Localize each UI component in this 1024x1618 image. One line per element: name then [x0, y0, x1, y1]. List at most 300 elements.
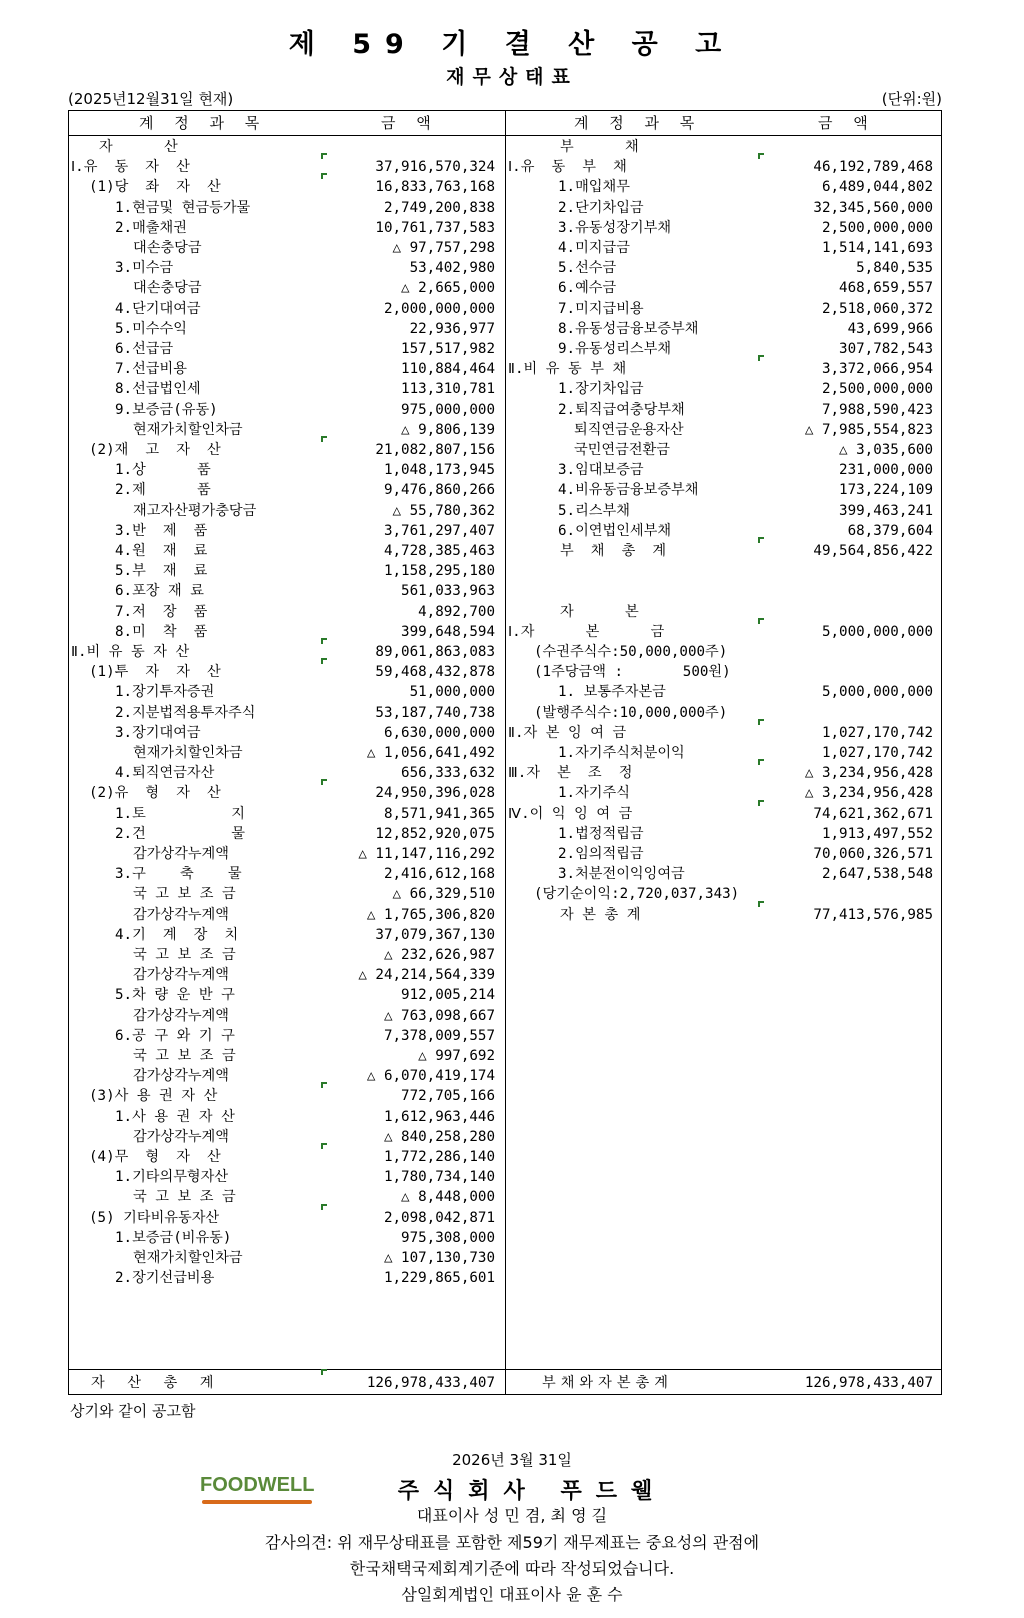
- check-mark-icon: [321, 779, 327, 785]
- amount-value: △ 24,214,564,339: [358, 967, 495, 984]
- amount-value: 24,950,396,028: [375, 785, 495, 802]
- account-label: 1. 보통주자본금: [558, 684, 666, 701]
- table-row: [69, 602, 505, 622]
- account-label: 국 고 보 조 금: [133, 886, 236, 903]
- account-label: 4.미지급금: [558, 240, 630, 256]
- amount-value: 975,000,000: [401, 401, 495, 418]
- account-label: 1.상 품: [115, 462, 211, 479]
- account-label: 국민연금전환금: [574, 442, 670, 458]
- amount-value: △ 3,035,600: [839, 442, 933, 458]
- account-label: 1.자기주식: [558, 785, 630, 802]
- account-label: 3.장기대여금: [115, 724, 201, 741]
- account-label: 3.임대보증금: [558, 462, 644, 479]
- account-label: 국 고 보 조 금: [133, 1189, 236, 1206]
- amount-value: 2,500,000,000: [821, 381, 933, 398]
- assets-total-amount: 126,978,433,407: [366, 1375, 495, 1391]
- table-row: [69, 501, 505, 521]
- amount-value: △ 2,665,000: [401, 280, 495, 297]
- amount-value: 1,514,141,693: [821, 240, 933, 256]
- table-row: [69, 723, 505, 743]
- account-label: 3.미수금: [115, 260, 174, 277]
- amount-value: 53,402,980: [409, 260, 495, 277]
- amount-value: 89,061,863,083: [375, 644, 495, 660]
- account-label: 6.포장 재 료: [115, 583, 204, 600]
- account-label: 감가상각누계액: [133, 1128, 229, 1145]
- amount-value: 307,782,543: [839, 341, 933, 357]
- account-label: 감가상각누계액: [133, 1068, 229, 1085]
- amount-value: △ 1,056,641,492: [366, 745, 495, 761]
- amount-value: 16,833,763,168: [375, 179, 495, 196]
- table-row: [69, 1187, 505, 1207]
- table-row: [69, 1248, 505, 1268]
- account-label: 5.리스부채: [558, 502, 630, 519]
- account-label: 감가상각누계액: [133, 967, 229, 984]
- table-row: [506, 501, 943, 521]
- ceo-line: 대표이사 성 민 겸, 최 영 길: [416, 1506, 608, 1525]
- check-mark-icon: [758, 901, 764, 907]
- liab-total-row: [506, 1373, 943, 1393]
- table-row: [506, 400, 943, 420]
- amount-value: 5,000,000,000: [821, 684, 933, 701]
- account-label: 2.퇴직급여충당부채: [558, 401, 685, 418]
- amount-value: 1,612,963,446: [383, 1108, 495, 1125]
- table-row: [69, 642, 505, 662]
- amount-value: △ 3,234,956,428: [804, 785, 933, 802]
- audit-opinion-line2: 한국채택국제회계기준에 따라 작성되었습니다.: [349, 1559, 675, 1578]
- amount-value: △ 66,329,510: [392, 886, 495, 903]
- account-label: Ⅱ.자 본 잉 여 금: [508, 724, 627, 741]
- table-row: [506, 763, 943, 783]
- account-label: 현재가치할인차금: [133, 745, 243, 761]
- table-row: [506, 339, 943, 359]
- check-mark-icon: [321, 1143, 327, 1149]
- table-row: [506, 824, 943, 844]
- account-label: 4.퇴직연금자산: [115, 765, 215, 782]
- account-label: 5.미수수익: [115, 320, 187, 337]
- table-row: [69, 177, 505, 197]
- table-row: [506, 299, 943, 319]
- amount-value: △ 763,098,667: [383, 1007, 495, 1024]
- amount-value: 22,936,977: [409, 320, 495, 337]
- balance-sheet-table: [68, 110, 942, 1395]
- amount-value: 9,476,860,266: [383, 482, 495, 499]
- account-label: 1.자기주식처분이익: [558, 745, 685, 761]
- account-label: 2.장기선급비용: [115, 1270, 215, 1287]
- account-label: 대손충당금: [133, 240, 202, 256]
- assets-total-label: 자 산 총 계: [91, 1375, 221, 1391]
- company-name: 주식회사 푸드웰: [397, 1479, 667, 1504]
- amount-value: 3,372,066,954: [821, 361, 933, 378]
- amount-value: 2,098,042,871: [383, 1209, 495, 1226]
- table-row: [69, 238, 505, 258]
- account-label: 감가상각누계액: [133, 906, 229, 923]
- page-subtitle: 재무상태표: [446, 66, 578, 88]
- assets-total-row: [69, 1373, 505, 1393]
- account-label: 2.제 품: [115, 482, 211, 499]
- check-mark-icon: [321, 173, 327, 179]
- table-row: [69, 1147, 505, 1167]
- amount-value: 4,892,700: [418, 603, 495, 620]
- table-row: [69, 400, 505, 420]
- table-row: [69, 198, 505, 218]
- table-row: [69, 965, 505, 985]
- amount-value: △ 55,780,362: [392, 502, 495, 519]
- table-row: [69, 258, 505, 278]
- amount-value: 1,027,170,742: [821, 745, 933, 761]
- account-label: Ⅰ.유 동 부 채: [508, 159, 627, 176]
- amount-value: △ 7,985,554,823: [804, 421, 933, 438]
- table-row: [69, 1066, 505, 1086]
- account-label: 5.부 재 료: [115, 563, 208, 580]
- check-mark-icon: [321, 1204, 327, 1210]
- table-row: [506, 642, 943, 662]
- amount-value: 561,033,963: [401, 583, 495, 600]
- table-row: [506, 905, 943, 925]
- amount-value: 70,060,326,571: [813, 846, 933, 862]
- table-row: [506, 278, 943, 298]
- account-label: Ⅰ.유 동 자 산: [71, 159, 190, 176]
- table-row: [506, 379, 943, 399]
- table-row: [69, 804, 505, 824]
- account-label: 1.법정적립금: [558, 825, 644, 842]
- table-row: [506, 804, 943, 824]
- amount-value: 912,005,214: [401, 987, 495, 1004]
- table-row: [69, 844, 505, 864]
- account-label: 6.공 구 와 기 구: [115, 1027, 235, 1044]
- account-label: 3.구 축 물: [115, 866, 242, 883]
- account-label: 7.선급비용: [115, 361, 187, 378]
- account-label: 감가상각누계액: [133, 1007, 229, 1024]
- account-label: 재고자산평가충당금: [133, 502, 257, 519]
- table-row: [506, 521, 943, 541]
- account-label: 6.예수금: [558, 280, 617, 297]
- table-row: [506, 783, 943, 803]
- notice-text: 상기와 같이 공고함: [70, 1402, 196, 1420]
- table-row: [506, 440, 943, 460]
- table-row: [69, 137, 505, 157]
- account-header-left: 계 정 과 목: [139, 114, 268, 132]
- account-label: (1주당금액 : 500원): [534, 664, 731, 681]
- table-row: [69, 319, 505, 339]
- account-label: 현재가치할인차금: [133, 421, 243, 438]
- amount-value: 1,027,170,742: [821, 724, 933, 741]
- check-mark-icon: [758, 153, 764, 159]
- account-label: 국 고 보 조 금: [133, 947, 236, 963]
- table-row: [69, 157, 505, 177]
- amount-value: △ 232,626,987: [383, 947, 495, 963]
- check-mark-icon: [758, 355, 764, 361]
- amount-value: 1,772,286,140: [383, 1149, 495, 1165]
- account-label: 2.단기차입금: [558, 199, 644, 216]
- table-row: [69, 581, 505, 601]
- account-label: 5.선수금: [558, 260, 617, 277]
- amount-value: 12,852,920,075: [375, 825, 495, 842]
- account-label: 5.차 량 운 반 구: [115, 987, 235, 1004]
- table-row: [69, 460, 505, 480]
- check-mark-icon: [321, 1082, 327, 1088]
- amount-value: 46,192,789,468: [813, 159, 933, 176]
- liab-total-label: 부채와자본총계: [542, 1375, 673, 1391]
- check-mark-icon: [321, 153, 327, 159]
- account-label: (5) 기타비유동자산: [89, 1209, 220, 1226]
- check-mark-icon: [758, 800, 764, 806]
- amount-value: 399,648,594: [401, 623, 495, 640]
- assets-column: [69, 111, 505, 1394]
- account-label: 대손충당금: [133, 280, 202, 297]
- table-row: [69, 1167, 505, 1187]
- table-row: [69, 905, 505, 925]
- account-label: 자 산: [99, 139, 178, 155]
- table-row: [506, 703, 943, 723]
- table-row: [506, 218, 943, 238]
- table-row: [506, 198, 943, 218]
- amount-value: △ 1,765,306,820: [366, 906, 495, 923]
- check-mark-icon: [321, 1369, 327, 1375]
- amount-value: 2,647,538,548: [821, 866, 933, 883]
- amount-value: 772,705,166: [401, 1088, 495, 1105]
- account-label: 8.미 착 품: [115, 623, 208, 640]
- account-label: (1)당 좌 자 산: [89, 179, 221, 196]
- account-label: (4)무 형 자 산: [89, 1149, 221, 1165]
- account-label: Ⅰ.자 본 금: [508, 623, 665, 640]
- table-row: [69, 1046, 505, 1066]
- account-label: 1.매입채무: [558, 179, 630, 196]
- account-label: 3.반 제 품: [115, 522, 208, 539]
- table-row: [506, 844, 943, 864]
- table-row: [69, 682, 505, 702]
- table-row: [69, 1026, 505, 1046]
- table-row: [506, 682, 943, 702]
- account-label: 2.임의적립금: [558, 846, 644, 862]
- account-label: 3.처분전이익잉여금: [558, 866, 685, 883]
- check-mark-icon: [321, 436, 327, 442]
- table-row: [69, 985, 505, 1005]
- account-label: 자 본 총 계: [560, 906, 641, 923]
- table-row: [69, 1268, 505, 1288]
- check-mark-icon: [758, 719, 764, 725]
- account-header-right: 계 정 과 목: [574, 114, 703, 132]
- amount-value: △ 11,147,116,292: [358, 846, 495, 862]
- signature-date: 2026년 3월 31일: [452, 1451, 572, 1469]
- account-label: 4.원 재 료: [115, 543, 208, 559]
- table-row: [69, 1107, 505, 1127]
- amount-value: 2,749,200,838: [383, 199, 495, 216]
- amount-value: 49,564,856,422: [813, 543, 933, 559]
- amount-value: 5,000,000,000: [821, 623, 933, 640]
- table-row: [69, 480, 505, 500]
- table-row: [69, 1228, 505, 1248]
- unit-label: (단위:원): [881, 90, 942, 108]
- audit-opinion-line1: 감사의견: 위 재무상태표를 포함한 제59기 재무제표는 중요성의 관점에: [264, 1533, 760, 1552]
- account-label: 7.저 장 품: [115, 603, 208, 620]
- account-label: 9.보증금(유동): [115, 401, 218, 418]
- report-date: (2025년12월31일 현재): [68, 90, 234, 108]
- table-row: [506, 137, 943, 157]
- liabilities-column: [506, 111, 943, 1394]
- table-row: [69, 1086, 505, 1106]
- table-row: [69, 218, 505, 238]
- amount-value: 173,224,109: [839, 482, 933, 499]
- account-label: 1.보증금(비유동): [115, 1229, 232, 1246]
- table-row: [69, 420, 505, 440]
- account-label: (1)투 자 자 산: [89, 664, 221, 681]
- table-row: [69, 541, 505, 561]
- table-row: [69, 662, 505, 682]
- account-label: (당기순이익:2,720,037,343): [534, 886, 740, 903]
- amount-value: △ 9,806,139: [401, 421, 495, 438]
- amount-value: 74,621,362,671: [813, 805, 933, 822]
- check-mark-icon: [321, 658, 327, 664]
- account-label: 1.사 용 권 자 산: [115, 1108, 235, 1125]
- account-label: (2)재 고 자 산: [89, 442, 221, 458]
- amount-value: 59,468,432,878: [375, 664, 495, 681]
- amount-value: 113,310,781: [401, 381, 495, 398]
- amount-value: 37,079,367,130: [375, 926, 495, 943]
- account-label: 7.미지급비용: [558, 300, 644, 317]
- account-label: 1.기타의무형자산: [115, 1169, 229, 1186]
- table-row: [506, 460, 943, 480]
- table-row: [506, 319, 943, 339]
- table-row: [506, 864, 943, 884]
- amount-value: 32,345,560,000: [813, 199, 933, 216]
- account-label: 현재가치할인차금: [133, 1250, 243, 1266]
- amount-value: 2,416,612,168: [383, 866, 495, 883]
- account-label: 2.지분법적용투자주식: [115, 704, 256, 721]
- amount-value: 37,916,570,324: [375, 159, 495, 176]
- account-label: (2)유 형 자 산: [89, 785, 221, 802]
- check-mark-icon: [758, 537, 764, 543]
- amount-value: 7,378,009,557: [383, 1027, 495, 1044]
- amount-value: 1,913,497,552: [821, 825, 933, 842]
- amount-value: 77,413,576,985: [813, 906, 933, 923]
- amount-value: 5,840,535: [856, 260, 933, 277]
- amount-value: 157,517,982: [401, 341, 495, 357]
- table-row: [506, 602, 943, 622]
- amount-value: 68,379,604: [847, 522, 933, 539]
- account-label: 6.이연법인세부채: [558, 522, 672, 539]
- table-row: [69, 824, 505, 844]
- amount-value: △ 97,757,298: [392, 240, 495, 256]
- amount-value: 21,082,807,156: [375, 442, 495, 458]
- amount-value: 8,571,941,365: [383, 805, 495, 822]
- account-label: 3.유동성장기부채: [558, 219, 672, 236]
- table-row: [69, 622, 505, 642]
- account-label: 1.현금및 현금등가물: [115, 199, 251, 216]
- account-label: 4.단기대여금: [115, 300, 201, 317]
- amount-header-left: 금 액: [381, 114, 439, 132]
- account-label: Ⅳ.이 익 잉 여 금: [508, 805, 633, 822]
- table-row: [69, 945, 505, 965]
- table-row: [69, 299, 505, 319]
- amount-value: 2,518,060,372: [821, 300, 933, 317]
- account-label: 8.선급법인세: [115, 381, 201, 398]
- table-row: [506, 420, 943, 440]
- account-label: 6.선급금: [115, 341, 174, 357]
- account-label: (3)사 용 권 자 산: [89, 1088, 218, 1105]
- amount-value: 1,780,734,140: [383, 1169, 495, 1186]
- table-row: [506, 581, 943, 601]
- account-label: Ⅲ.자 본 조 정: [508, 765, 633, 782]
- table-row: [69, 561, 505, 581]
- table-row: [506, 561, 943, 581]
- amount-value: 6,489,044,802: [821, 179, 933, 196]
- amount-value: 10,761,737,583: [375, 219, 495, 236]
- table-row: [69, 278, 505, 298]
- table-row: [69, 884, 505, 904]
- amount-value: 468,659,557: [839, 280, 933, 297]
- auditor-line: 삼일회계법인 대표이사 윤 훈 수: [401, 1585, 623, 1604]
- amount-value: 1,229,865,601: [383, 1270, 495, 1287]
- account-label: 자 본: [560, 603, 639, 620]
- account-label: 2.건 물: [115, 825, 245, 842]
- table-row: [506, 541, 943, 561]
- table-row: [69, 521, 505, 541]
- account-label: 2.매출채권: [115, 219, 187, 236]
- table-row: [69, 703, 505, 723]
- amount-value: △ 8,448,000: [401, 1189, 495, 1206]
- table-row: [69, 440, 505, 460]
- amount-value: △ 840,258,280: [383, 1128, 495, 1145]
- amount-value: △ 6,070,419,174: [366, 1068, 495, 1085]
- amount-value: 43,699,966: [847, 320, 933, 337]
- account-label: 감가상각누계액: [133, 846, 229, 862]
- amount-value: 110,884,464: [401, 361, 495, 378]
- table-row: [69, 1006, 505, 1026]
- amount-value: 656,333,632: [401, 765, 495, 782]
- amount-value: 399,463,241: [839, 502, 933, 519]
- table-row: [506, 480, 943, 500]
- table-row: [69, 763, 505, 783]
- table-row: [506, 157, 943, 177]
- account-label: (수권주식수:50,000,000주): [534, 644, 728, 660]
- check-mark-icon: [758, 759, 764, 765]
- amount-value: △ 107,130,730: [383, 1250, 495, 1266]
- account-label: 8.유동성금융보증부채: [558, 320, 699, 337]
- table-row: [69, 1208, 505, 1228]
- account-label: 1.장기차입금: [558, 381, 644, 398]
- amount-value: 1,158,295,180: [383, 563, 495, 580]
- table-row: [69, 743, 505, 763]
- account-label: (발행주식수:10,000,000주): [534, 704, 728, 721]
- amount-value: 51,000,000: [409, 684, 495, 701]
- table-row: [69, 783, 505, 803]
- table-row: [506, 359, 943, 379]
- amount-value: 2,000,000,000: [383, 300, 495, 317]
- liab-total-amount: 126,978,433,407: [804, 1375, 933, 1391]
- account-label: 부 채: [560, 139, 639, 155]
- account-label: 퇴직연금운용자산: [574, 421, 684, 438]
- table-row: [69, 1127, 505, 1147]
- table-row: [506, 238, 943, 258]
- table-row: [506, 662, 943, 682]
- account-label: 4.비유동금융보증부채: [558, 482, 699, 499]
- account-label: 1.토 지: [115, 805, 245, 822]
- amount-value: △ 3,234,956,428: [804, 765, 933, 782]
- table-row: [506, 743, 943, 763]
- logo-text: FOODWELL: [200, 1474, 315, 1496]
- amount-value: 975,308,000: [401, 1229, 495, 1246]
- table-row: [506, 177, 943, 197]
- amount-value: 6,630,000,000: [383, 724, 495, 741]
- account-label: 4.기 계 장 치: [115, 926, 239, 943]
- amount-value: 53,187,740,738: [375, 704, 495, 721]
- check-mark-icon: [758, 618, 764, 624]
- table-row: [506, 622, 943, 642]
- amount-value: 3,761,297,407: [383, 522, 495, 539]
- table-row: [69, 339, 505, 359]
- amount-value: 1,048,173,945: [383, 462, 495, 479]
- table-row: [506, 884, 943, 904]
